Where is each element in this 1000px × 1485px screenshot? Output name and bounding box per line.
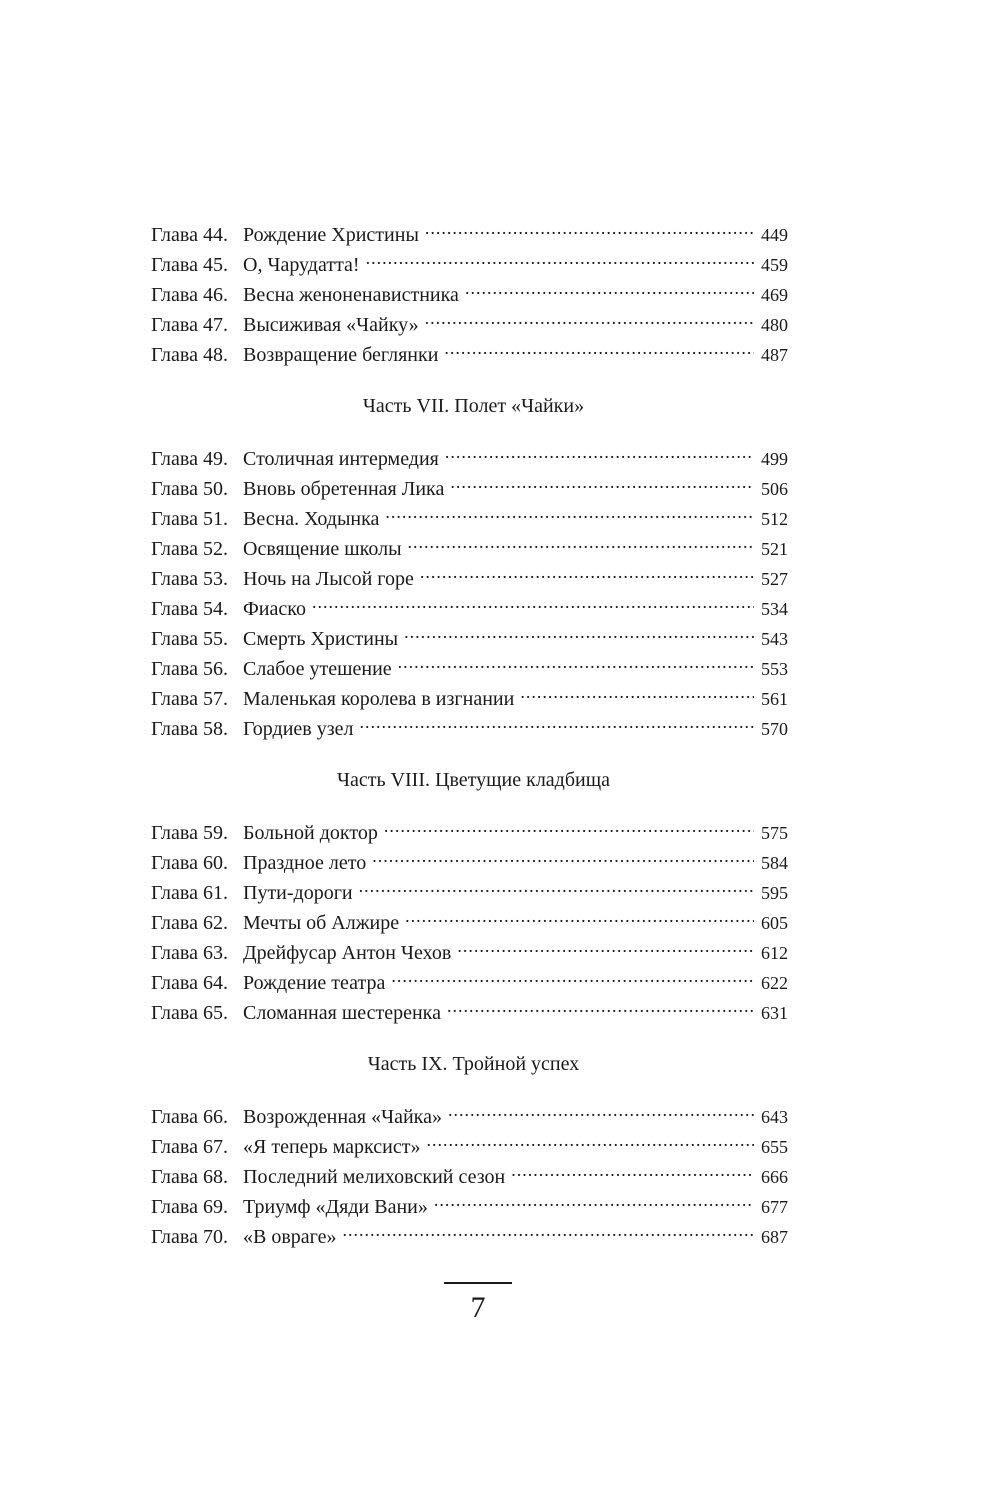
toc-entry [151,435,788,470]
dot-leader [408,525,754,555]
toc-section [151,1049,788,1248]
chapter-page: 612 [761,943,788,963]
toc-entry [151,809,788,844]
chapter-title: Вновь обретенная Лика [243,478,445,500]
chapter-number: Глава 65. [151,1002,228,1024]
dot-leader [511,1153,754,1183]
chapter-title: Фиаско [243,598,306,620]
dot-leader [404,615,754,645]
chapter-title: Мечты об Алжире [243,912,400,934]
part-title: Часть IX. Тройной успех [367,1053,580,1075]
dot-leader [447,989,754,1019]
toc-section [151,765,788,1024]
chapter-number: Глава 54. [151,598,228,620]
dot-leader [312,585,754,615]
chapter-page: 631 [761,1003,788,1023]
dot-leader [385,495,754,525]
toc-entry [151,1093,788,1128]
chapter-number: Глава 70. [151,1226,228,1248]
chapter-number: Глава 63. [151,942,228,964]
chapter-title: Столичная интермедия [243,448,439,470]
chapter-title: Сломанная шестеренка [243,1002,441,1024]
chapter-page: 480 [761,315,788,335]
chapter-number: Глава 50. [151,478,228,500]
chapter-number: Глава 49. [151,448,228,470]
chapter-page: 459 [761,255,788,275]
chapter-title: Последний мелиховский сезон [243,1166,506,1188]
chapter-number: Глава 51. [151,508,228,530]
chapter-title: Пути-дороги [243,882,353,904]
chapter-number: Глава 48. [151,344,228,366]
part-title: Часть VIII. Цветущие кладбища [336,769,611,791]
chapter-number: Глава 64. [151,972,228,994]
chapter-number: Глава 59. [151,822,228,844]
chapter-title: Освящение школы [243,538,402,560]
chapter-page: 687 [761,1227,788,1247]
chapter-title: Рождение Христины [243,224,419,246]
chapter-number: Глава 47. [151,314,228,336]
dot-leader [391,959,754,989]
chapter-number: Глава 58. [151,718,228,740]
chapter-number: Глава 68. [151,1166,228,1188]
chapter-title: Весна женоненавистника [243,284,459,306]
dot-leader [425,301,754,331]
chapter-number: Глава 62. [151,912,228,934]
chapter-title: О, Чарудатта! [243,254,360,276]
chapter-number: Глава 53. [151,568,228,590]
dot-leader [405,899,754,929]
dot-leader [384,809,754,839]
page-number: 7 [470,1291,486,1324]
chapter-page: 527 [761,569,788,589]
dot-leader [457,929,754,959]
chapter-page: 595 [761,883,788,903]
footer-rule [444,1282,512,1284]
dot-leader [398,645,754,675]
chapter-number: Глава 55. [151,628,228,650]
chapter-title: «Я теперь марксист» [243,1136,421,1158]
chapter-number: Глава 61. [151,882,228,904]
chapter-number: Глава 52. [151,538,228,560]
chapter-page: 534 [761,599,788,619]
chapter-page: 449 [761,225,788,245]
part-title: Часть VII. Полет «Чайки» [362,395,585,417]
chapter-page: 499 [761,449,788,469]
chapter-title: Смерть Христины [243,628,399,650]
dot-leader [520,675,754,705]
chapter-page: 655 [761,1137,788,1157]
chapter-title: Дрейфусар Антон Чехов [243,942,452,964]
dot-leader [342,1213,754,1243]
dot-leader [425,211,754,241]
chapter-title: Триумф «Дяди Вани» [243,1196,428,1218]
dot-leader [444,331,754,361]
chapter-page: 521 [761,539,788,559]
chapter-number: Глава 56. [151,658,228,680]
chapter-number: Глава 57. [151,688,228,710]
chapter-title: Слабое утешение [243,658,392,680]
chapter-page: 666 [761,1167,788,1187]
chapter-title: Маленькая королева в изгнании [243,688,515,710]
chapter-page: 469 [761,285,788,305]
dot-leader [465,271,754,301]
chapter-page: 605 [761,913,788,933]
chapter-title: Возвращение беглянки [243,344,439,366]
chapter-page: 575 [761,823,788,843]
chapter-number: Глава 69. [151,1196,228,1218]
chapter-page: 622 [761,973,788,993]
chapter-number: Глава 60. [151,852,228,874]
chapter-title: Ночь на Лысой горе [243,568,414,590]
toc-entry [151,211,788,246]
chapter-title: «В овраге» [243,1226,337,1248]
chapter-number: Глава 46. [151,284,228,306]
dot-leader [434,1183,754,1213]
chapter-page: 643 [761,1107,788,1127]
chapter-title: Праздное лето [243,852,367,874]
chapter-page: 543 [761,629,788,649]
chapter-title: Возрожденная «Чайка» [243,1106,442,1128]
dot-leader [360,705,755,735]
table-of-contents [151,211,788,1248]
dot-leader [420,555,754,585]
chapter-page: 487 [761,345,788,365]
dot-leader [372,839,754,869]
chapter-page: 553 [761,659,788,679]
chapter-title: Рождение театра [243,972,386,994]
chapter-page: 570 [761,719,788,739]
dot-leader [426,1123,754,1153]
chapter-number: Глава 45. [151,254,228,276]
dot-leader [445,435,754,465]
chapter-page: 561 [761,689,788,709]
chapter-title: Высиживая «Чайку» [243,314,419,336]
chapter-title: Весна. Ходынка [243,508,380,530]
chapter-title: Больной доктор [243,822,378,844]
toc-section [151,391,788,740]
chapter-page: 512 [761,509,788,529]
chapter-number: Глава 67. [151,1136,228,1158]
chapter-page: 677 [761,1197,788,1217]
dot-leader [450,465,754,495]
chapter-number: Глава 44. [151,224,228,246]
chapter-page: 584 [761,853,788,873]
chapter-title: Гордиев узел [243,718,354,740]
dot-leader [448,1093,754,1123]
dot-leader [366,241,754,271]
chapter-page: 506 [761,479,788,499]
chapter-number: Глава 66. [151,1106,228,1128]
toc-section [151,211,788,366]
dot-leader [359,869,754,899]
